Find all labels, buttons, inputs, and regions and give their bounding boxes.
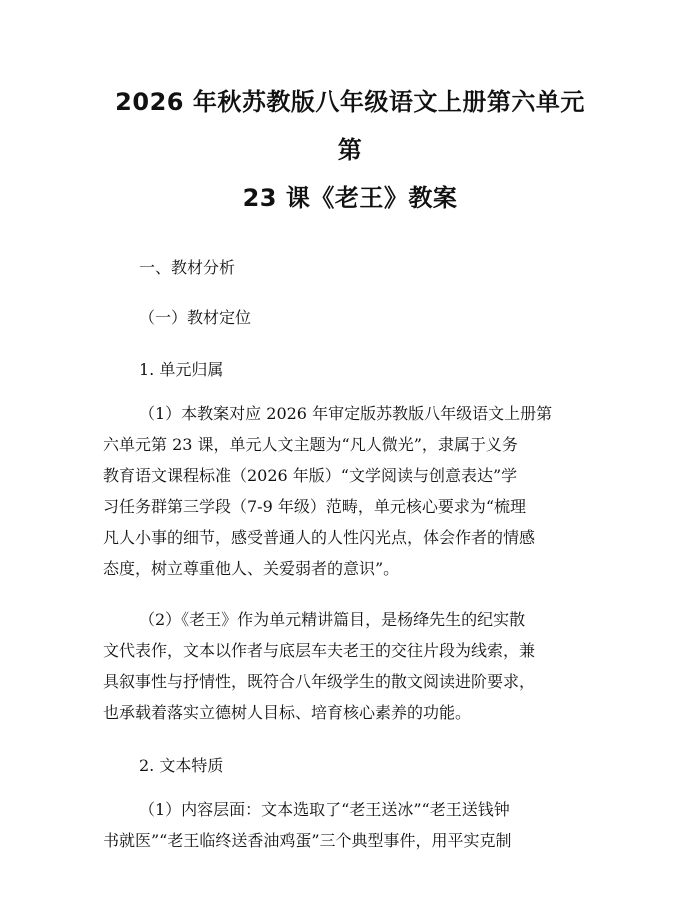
paragraph-line: 文代表作，文本以作者与底层车夫老王的交往片段为线索，兼	[103, 641, 536, 660]
paragraph-line: 书就医”“老王临终送香油鸡蛋”三个典型事件，用平实克制	[103, 831, 512, 850]
paragraph-line: 六单元第 23 课，单元人文主题为“凡人微光”，隶属于义务	[103, 435, 518, 454]
title-line-2: 23 课《老王》教案	[242, 184, 458, 212]
paragraph-line: 也承载着落实立德树人目标、培育核心素养的功能。	[103, 703, 472, 722]
paragraph-line: （2）《老王》作为单元精讲篇目，是杨绛先生的纪实散	[139, 610, 526, 629]
paragraph-line: 教育语文课程标准（2026 年版）“文学阅读与创意表达”学	[103, 466, 518, 485]
title-line-1: 2026 年秋苏教版八年级语文上册第六单元第	[115, 88, 585, 164]
paragraph-line: 具叙事性与抒情性，既符合八年级学生的散文阅读进阶要求，	[103, 672, 536, 691]
paragraph-line: （1）本教案对应 2026 年审定版苏教版八年级语文上册第	[139, 404, 553, 423]
subsection-heading-textbook-positioning: （一）教材定位	[139, 308, 252, 327]
section-heading-textbook-analysis: 一、教材分析	[139, 258, 236, 277]
item-heading-unit-affiliation: 1. 单元归属	[139, 360, 224, 379]
paragraph-line: 凡人小事的细节，感受普通人的人性闪光点，体会作者的情感	[103, 528, 536, 547]
document-title	[103, 0, 597, 222]
paragraph-unit-affiliation-1	[103, 398, 597, 584]
paragraph-content-level	[103, 794, 597, 856]
paragraph-unit-affiliation-2	[103, 604, 597, 728]
item-heading-text-features: 2. 文本特质	[139, 756, 224, 775]
paragraph-line: （1）内容层面：文本选取了“老王送冰”“老王送钱钟	[139, 800, 510, 819]
paragraph-line: 习任务群第三学段（7-9 年级）范畴，单元核心要求为“梳理	[103, 497, 527, 516]
paragraph-line: 态度，树立尊重他人、关爱弱者的意识”。	[103, 559, 400, 578]
